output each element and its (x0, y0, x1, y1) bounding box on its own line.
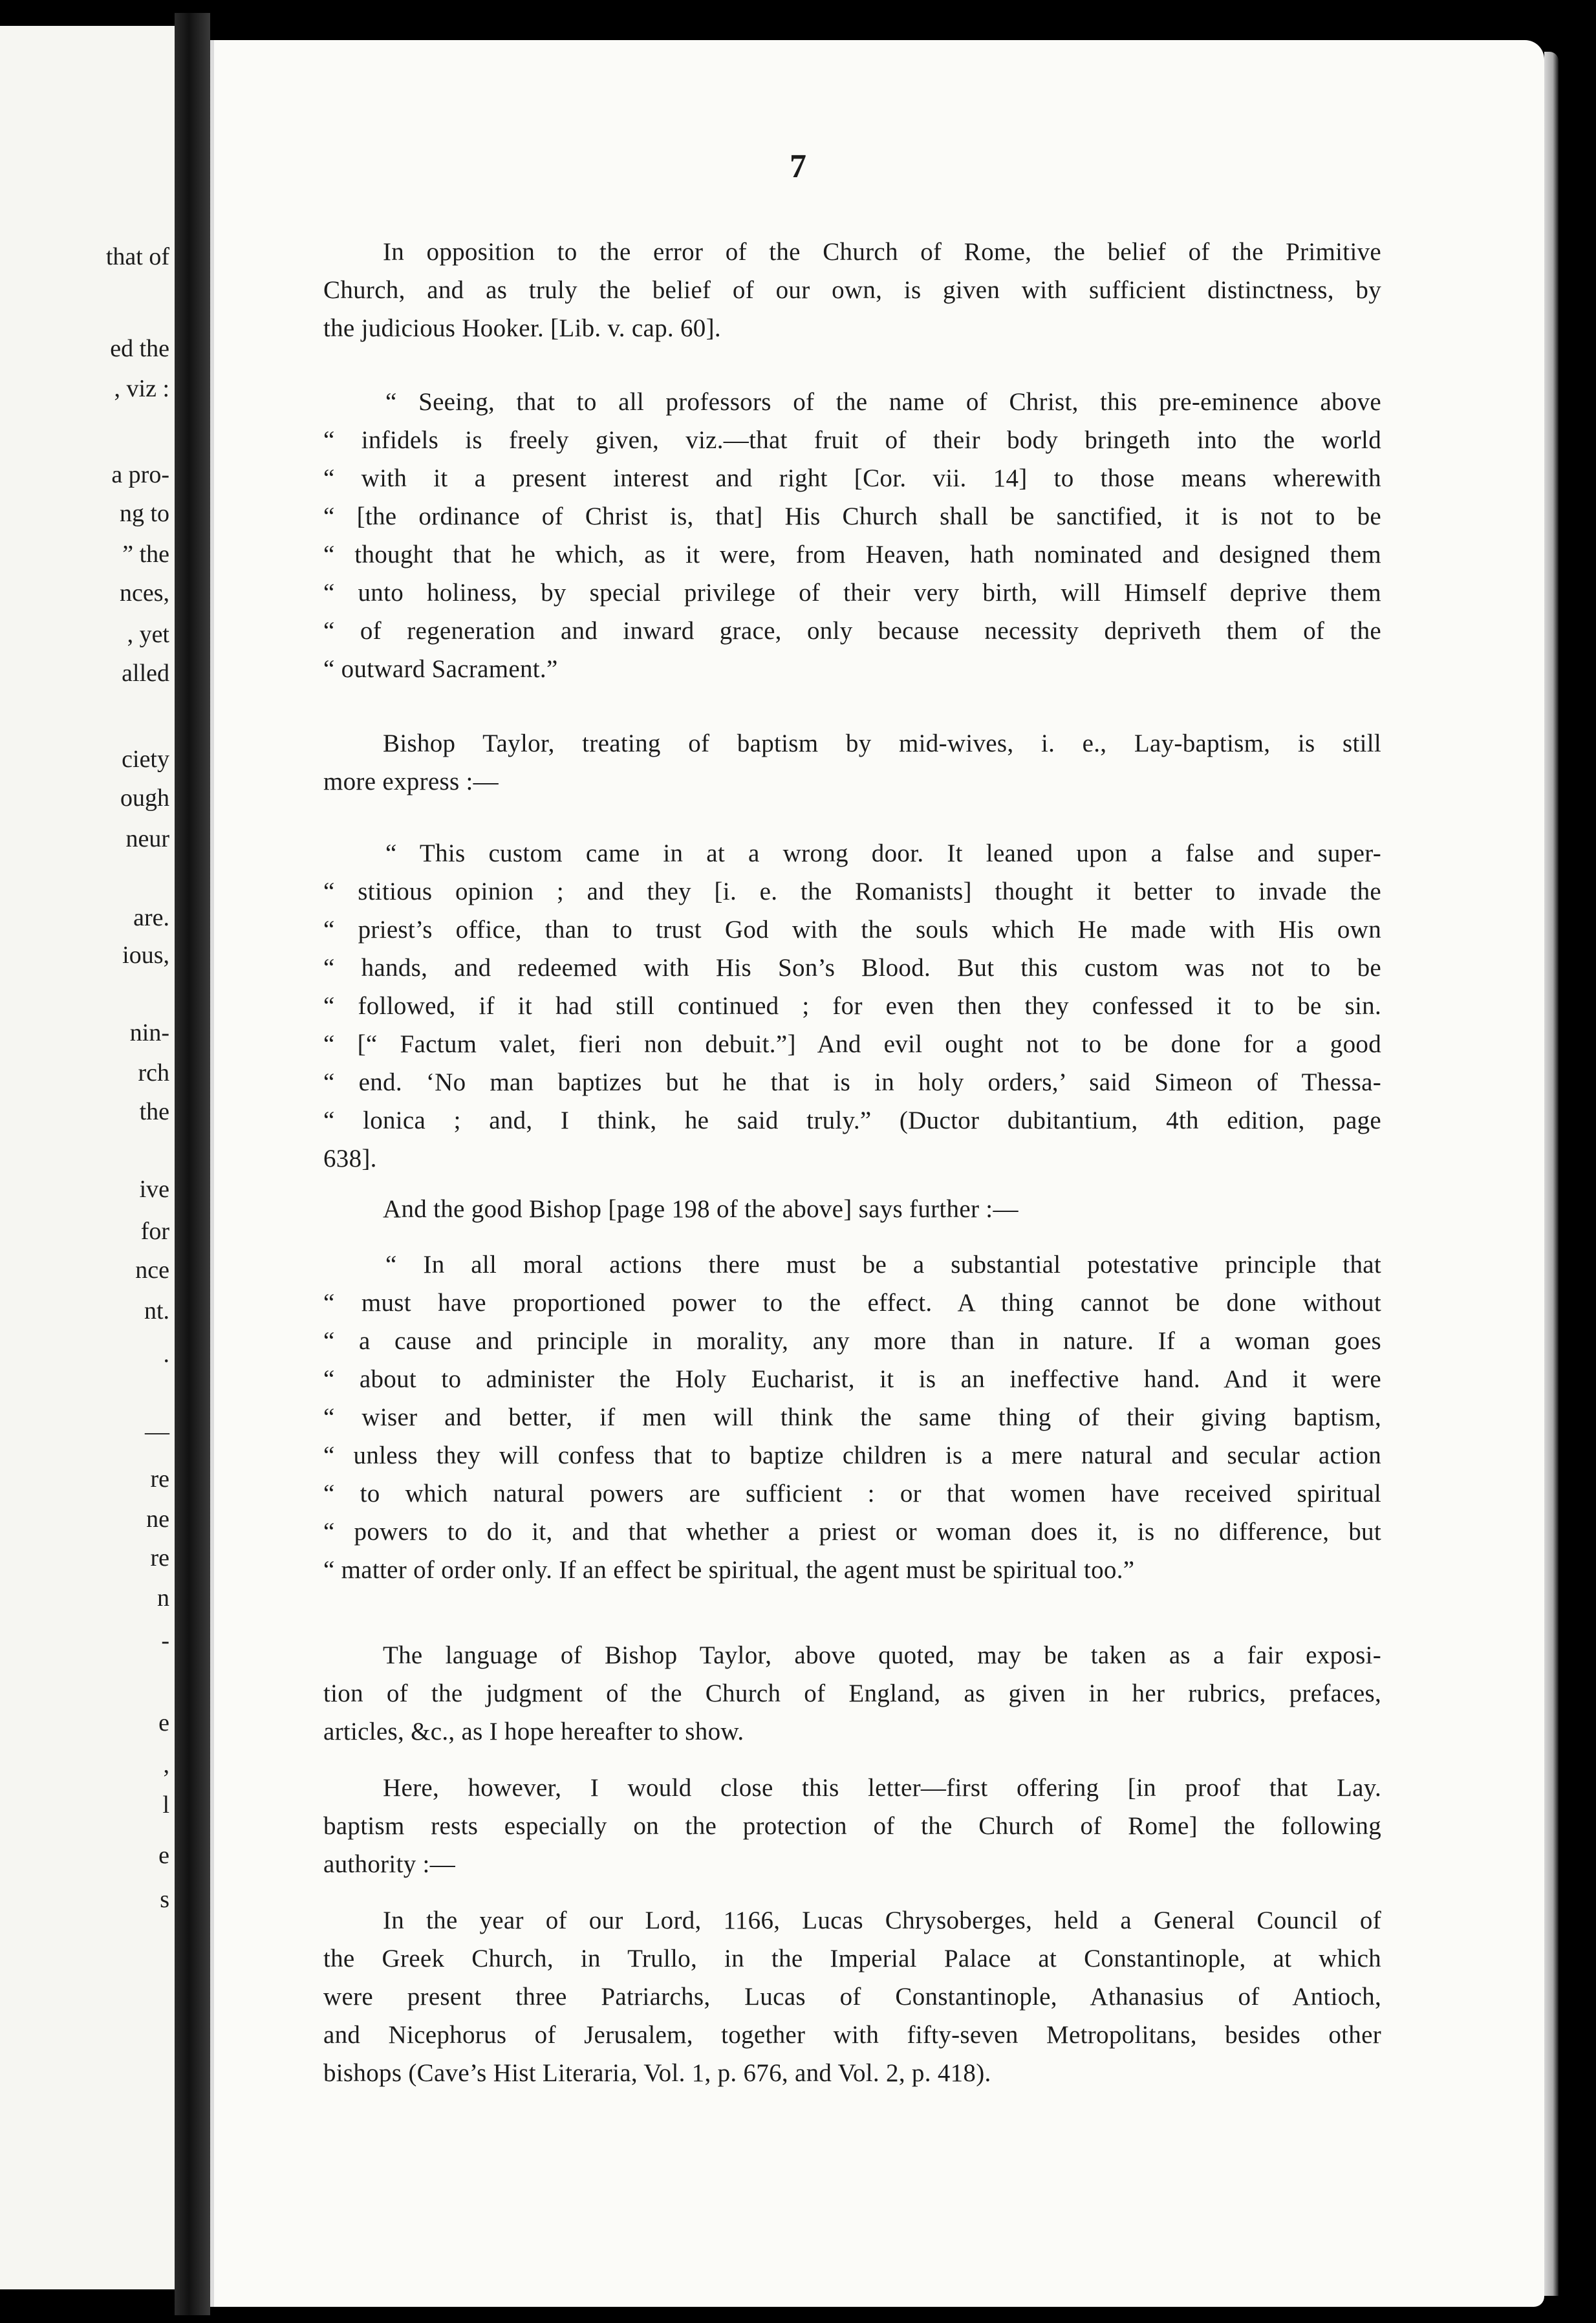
text-line: tion of the judgment of the Church of England, as given in her rubrics, prefaces, (323, 1680, 1381, 1707)
left-page-text-fragment: rch (138, 1059, 169, 1086)
left-page-text-fragment: l (162, 1791, 169, 1819)
text-line: “ [“ Factum valet, fieri non debuit.”] And evil ought not to be done for a good (323, 1030, 1381, 1058)
text-line: “ This custom came in at a wrong door. It leaned upon a false and super- (385, 839, 1381, 867)
left-page-text-fragment: ciety (122, 746, 169, 773)
text-line: “ In all moral actions there must be a substantial potestative principle that (385, 1251, 1381, 1279)
text-line: Here, however, I would close this letter—first offering [in proof that Lay. (383, 1774, 1381, 1802)
left-page-text-fragment: neur (125, 825, 169, 852)
left-page-text-fragment: ough (120, 784, 169, 812)
left-page-text-fragment: re (150, 1544, 169, 1572)
left-page-text-fragment: nces, (119, 579, 169, 607)
left-page-text-fragment: for (140, 1218, 169, 1245)
text-line: the Greek Church, in Trullo, in the Imperial Palace at Constantinople, at which (323, 1945, 1381, 1972)
text-line: bishops (Cave’s Hist Literaria, Vol. 1, p. 676, and Vol. 2, p. 418). (323, 2059, 991, 2087)
text-line: “ unto holiness, by special privilege of their very birth, will Himself deprive them (323, 579, 1381, 607)
left-page-text-fragment: e (158, 1842, 169, 1869)
text-line: “ powers to do it, and that whether a priest or woman does it, is no difference, but (323, 1518, 1381, 1546)
left-page-text-fragment: . (163, 1341, 169, 1368)
text-line: “ to which natural powers are sufficient : or that women have received spiritual (323, 1480, 1381, 1507)
left-page-text-fragment: - (161, 1627, 169, 1654)
text-line: In opposition to the error of the Church of Rome, the belief of the Primitive (383, 238, 1381, 266)
text-line: 638]. (323, 1145, 377, 1172)
text-line: Church, and as truly the belief of our own, is given with sufficient distinctness, by (323, 276, 1381, 304)
left-page-text-fragment: ” the (122, 541, 169, 568)
text-line: “ must have proportioned power to the effect. A thing cannot be done without (323, 1289, 1381, 1317)
left-page-text-fragment: re (150, 1465, 169, 1493)
text-line: “ infidels is freely given, viz.—that fruit of their body bringeth into the world (323, 426, 1381, 454)
left-page-text-fragment: ious, (122, 942, 169, 969)
left-page-text-fragment: ive (139, 1176, 169, 1203)
text-line: “ about to administer the Holy Eucharist, it is an ineffective hand. And it were (323, 1365, 1381, 1393)
left-page-text-fragment: — (145, 1418, 169, 1445)
left-page-text-fragment: ne (146, 1506, 169, 1533)
left-page-text-fragment: , (163, 1751, 169, 1778)
text-line: “ followed, if it had still continued ; for even then they confessed it to be sin. (323, 992, 1381, 1020)
text-line: the judicious Hooker. [Lib. v. cap. 60]. (323, 314, 721, 342)
left-page-text-fragment: n (157, 1584, 169, 1612)
text-line: articles, &c., as I hope hereafter to show. (323, 1718, 744, 1745)
text-line: “ Seeing, that to all professors of the name of Christ, this pre-eminence above (385, 388, 1381, 416)
text-line: In the year of our Lord, 1166, Lucas Chrysoberges, held a General Council of (383, 1907, 1381, 1934)
left-page-text-fragment: nce (135, 1257, 169, 1284)
left-page-text-fragment: , viz : (114, 375, 169, 402)
left-page-text-fragment: s (160, 1886, 169, 1913)
text-line: “ matter of order only. If an effect be spiritual, the agent must be spiritual too.” (323, 1556, 1135, 1584)
text-line: Bishop Taylor, treating of baptism by mid-wives, i. e., Lay-baptism, is still (383, 729, 1381, 757)
text-line: “ a cause and principle in morality, any more than in nature. If a woman goes (323, 1327, 1381, 1355)
text-line: more express :— (323, 768, 499, 795)
left-page-text-fragment: ng to (119, 500, 169, 527)
text-line: “ [the ordinance of Christ is, that] His Church shall be sanctified, it is not to be (323, 502, 1381, 530)
text-line: baptism rests especially on the protection of the Church of Rome] the following (323, 1812, 1381, 1840)
text-line: “ with it a present interest and right [Cor. vii. 14] to those means wherewith (323, 464, 1381, 492)
left-page-text-fragment: that of (105, 243, 169, 270)
page-number: 7 (790, 148, 806, 185)
left-page-text-fragment: ed the (110, 335, 169, 362)
text-line: and Nicephorus of Jerusalem, together with fifty-seven Metropolitans, besides other (323, 2021, 1381, 2049)
text-line: authority :— (323, 1850, 455, 1878)
left-page-text-fragment: alled (122, 660, 169, 687)
left-page-text-fragment: e (158, 1709, 169, 1736)
text-line: were present three Patriarchs, Lucas of Constantinople, Athanasius of Antioch, (323, 1983, 1381, 2011)
text-line: “ wiser and better, if men will think the same thing of their giving baptism, (323, 1403, 1381, 1431)
text-line: “ end. ‘No man baptizes but he that is in holy orders,’ said Simeon of Thessa- (323, 1068, 1381, 1096)
left-page-text-fragment: nin- (129, 1019, 169, 1046)
text-line: “ of regeneration and inward grace, only because necessity depriveth them of the (323, 617, 1381, 645)
text-line: “ priest’s office, than to trust God with the souls which He made with His own (323, 916, 1381, 944)
left-page-text-fragment: , yet (127, 621, 169, 648)
left-page-text-fragment: the (139, 1098, 169, 1125)
text-line: “ outward Sacrament.” (323, 655, 558, 683)
text-line: “ thought that he which, as it were, from Heaven, hath nominated and designed them (323, 541, 1381, 568)
text-line: “ unless they will confess that to baptize children is a mere natural and secular action (323, 1442, 1381, 1469)
page-edge (1544, 52, 1558, 2296)
left-page-text-fragment: a pro- (111, 461, 169, 488)
text-line: “ hands, and redeemed with His Son’s Blood. But this custom was not to be (323, 954, 1381, 982)
text-line: “ lonica ; and, I think, he said truly.” (Ductor dubitantium, 4th edition, page (323, 1107, 1381, 1134)
text-line: And the good Bishop [page 198 of the above] says further :— (383, 1195, 1019, 1223)
left-page-text-fragment: are. (133, 904, 169, 931)
text-line: “ stitious opinion ; and they [i. e. the Romanists] thought it better to invade the (323, 878, 1381, 905)
left-page-text-fragment: nt. (144, 1297, 169, 1324)
left-facing-page (0, 26, 175, 2289)
book-gutter (175, 13, 210, 2315)
text-line: The language of Bishop Taylor, above quoted, may be taken as a fair exposi- (383, 1641, 1381, 1669)
